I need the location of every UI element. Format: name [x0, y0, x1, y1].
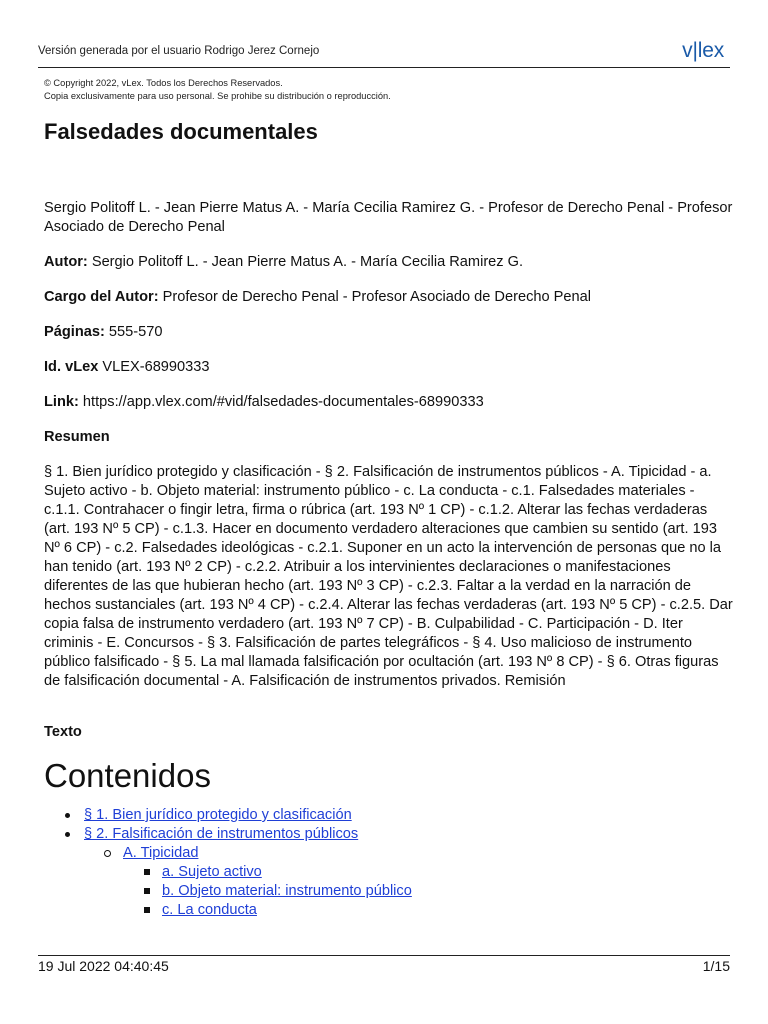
- meta-paginas-value: 555-570: [104, 324, 163, 340]
- meta-autor-label: Autor:: [44, 254, 88, 270]
- toc-item: [44, 863, 734, 882]
- toc-item: [44, 825, 734, 844]
- page-footer: [38, 955, 730, 986]
- toc-link-la-conducta[interactable]: c. La conducta: [162, 902, 257, 918]
- vlex-logo: v|lex: [682, 39, 724, 62]
- meta-id-label: Id. vLex: [44, 359, 99, 375]
- copyright-notice: [44, 77, 391, 103]
- meta-autor-value: Sergio Politoff L. - Jean Pierre Matus A. - María Cecilia Ramirez G.: [87, 254, 524, 270]
- toc-item: [44, 844, 734, 863]
- generated-by-text: Versión generada por el usuario Rodrigo Jerez Cornejo: [38, 45, 320, 57]
- bullet-square-icon: [144, 907, 150, 913]
- toc-link-bien-juridico[interactable]: § 1. Bien jurídico protegido y clasificación: [84, 807, 352, 823]
- toc-item: [44, 882, 734, 901]
- contenidos-heading: Contenidos: [44, 757, 211, 794]
- meta-id-value: VLEX-68990333: [98, 359, 210, 375]
- meta-id: [44, 358, 734, 377]
- page-header: [38, 37, 730, 68]
- meta-link-value: https://app.vlex.com/#vid/falsedades-documentales-68990333: [78, 394, 484, 410]
- meta-cargo: [44, 288, 734, 307]
- toc-item: [44, 806, 734, 825]
- meta-cargo-value: Profesor de Derecho Penal - Profesor Asociado de Derecho Penal: [158, 289, 591, 305]
- resumen-text: § 1. Bien jurídico protegido y clasificación - § 2. Falsificación de instrumentos públicos - A. Tipicidad - a. Sujeto activo - b. Objeto material: instrumento público - c. La conducta - c.1. Falsedades materiales - c.1.1. Contrahacer o fingir letra, firma o rúbrica (art. 193 Nº 1 CP) - c.1.2. Alterar las fechas verdaderas (art. 193 Nº 5 CP) - c.1.3. Hacer en documento verdadero alteraciones que cambien su sentido (art. 193 Nº 6 CP) - c.2. Falsedades ideológicas - c.2.1. Suponer en un acto la intervención de personas que no la han tenido (art. 193 Nº 2 CP) - c.2.2. Atribuir a los intervinientes declaraciones o manifestaciones diferentes de las que hubieran hecho (art. 193 Nº 3 CP) - c.2.3. Faltar a la verdad en la narración de hechos sustanciales (art. 193 Nº 4 CP) - c.2.4. Alterar las fechas verdaderas (art. 193 Nº 5 CP) - c.2.5. Dar copia falsa de instrumento verdadero (art. 193 Nº 7 CP) - B. Culpabilidad - C. Participación - D. Iter criminis - E. Concursos - § 3. Falsificación de partes telegráficos - § 4. Uso malicioso de instrumento público falsificado - § 5. La mal llamada falsificación por ocultación (art. 193 Nº 8 CP) - § 6. Otras figuras de falsificación documental - A. Falsificación de instrumentos privados. Remisión: [44, 464, 733, 689]
- bullet-circle-icon: [104, 850, 111, 857]
- meta-link: [44, 393, 734, 412]
- footer-date: 19 Jul 2022 04:40:45: [38, 958, 169, 974]
- footer-page-number: 1/15: [702, 958, 730, 974]
- copyright-usage-line: Copia exclusivamente para uso personal. Se prohibe su distribución o reproducción.: [44, 91, 391, 101]
- authors-line: Sergio Politoff L. - Jean Pierre Matus A. - María Cecilia Ramirez G. - Profesor de Derecho Penal - Profesor Asociado de Derecho Penal: [44, 200, 733, 235]
- toc-link-sujeto-activo[interactable]: a. Sujeto activo: [162, 864, 262, 880]
- copyright-line: © Copyright 2022, vLex. Todos los Derechos Reservados.: [44, 78, 283, 88]
- toc-item: [44, 901, 734, 920]
- document-title: Falsedades documentales: [44, 119, 318, 144]
- meta-paginas-label: Páginas:: [44, 324, 105, 340]
- meta-cargo-label: Cargo del Autor:: [44, 289, 159, 305]
- resumen-heading: Resumen: [44, 429, 110, 445]
- meta-paginas: [44, 323, 734, 342]
- bullet-disc-icon: [65, 813, 70, 818]
- toc-link-objeto-material[interactable]: b. Objeto material: instrumento público: [162, 883, 412, 899]
- table-of-contents: [44, 806, 734, 920]
- texto-heading: Texto: [44, 724, 82, 740]
- toc-link-falsificacion-instrumentos-publicos[interactable]: § 2. Falsificación de instrumentos públicos: [84, 826, 359, 842]
- bullet-square-icon: [144, 869, 150, 875]
- bullet-square-icon: [144, 888, 150, 894]
- meta-link-label: Link:: [44, 394, 79, 410]
- meta-autor: [44, 253, 734, 272]
- document-body: [44, 199, 734, 920]
- bullet-disc-icon: [65, 832, 70, 837]
- toc-link-tipicidad[interactable]: A. Tipicidad: [123, 845, 199, 861]
